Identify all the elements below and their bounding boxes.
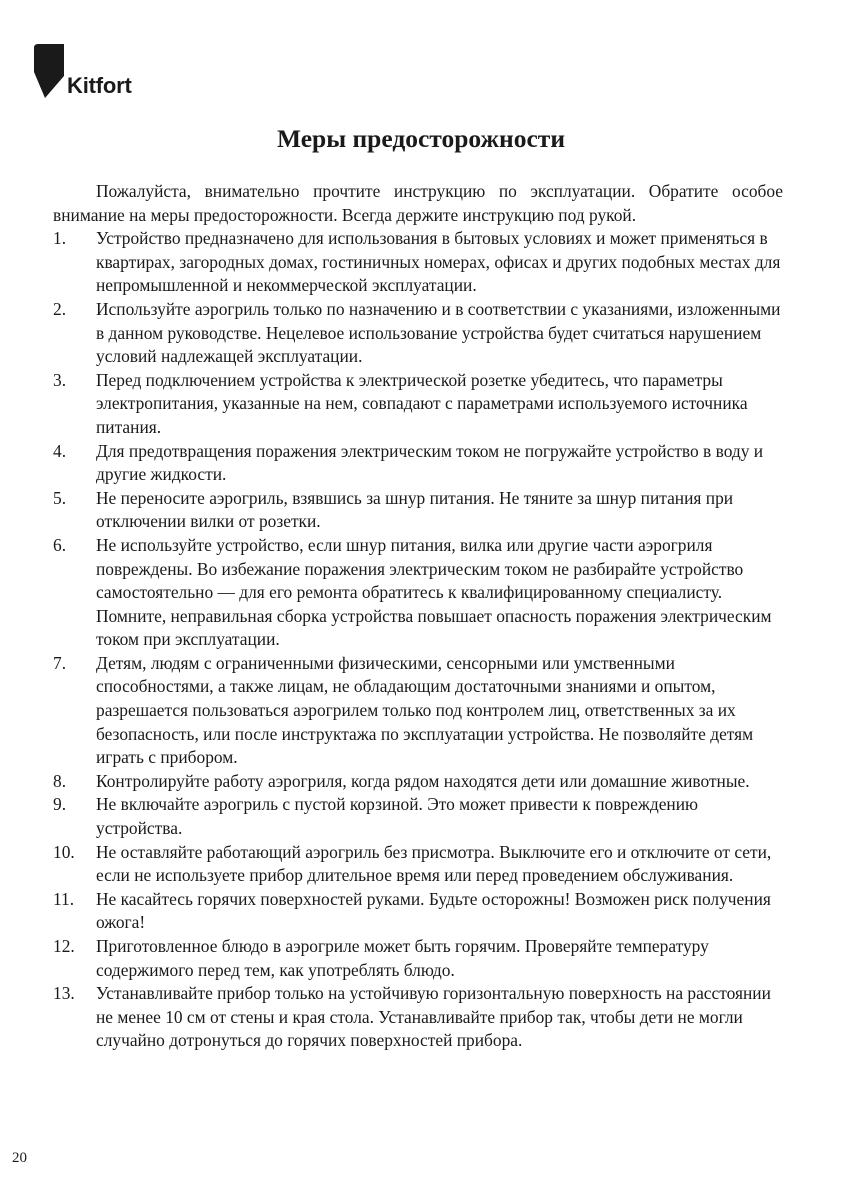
item-text: Детям, людям с ограниченными физическими, сенсорными или умственными способностями, а также лицам, не обладающим достаточными знаниями и опытом, разрешается пользоваться аэрогрилем только под контролем лиц, ответственных за их безопасность, или после инструктажа по эксплуатации устройства. Не позволяйте детям играть с прибором. bbox=[96, 652, 754, 768]
kitfort-logo-icon bbox=[34, 44, 64, 100]
list-item bbox=[53, 440, 783, 487]
item-number: 9. bbox=[53, 794, 67, 815]
item-number: 3. bbox=[53, 369, 67, 390]
list-item bbox=[53, 982, 783, 1053]
list-item bbox=[53, 935, 783, 982]
item-number: 8. bbox=[53, 770, 67, 791]
item-number: 7. bbox=[53, 652, 67, 673]
item-text: Устройство предназначено для использования в бытовых условиях и может применяться в квартирах, загородных домах, гостиничных номерах, офисах и других подобных местах для непромышленной и некоммерческой эксплуатации. bbox=[96, 228, 781, 296]
item-number: 11. bbox=[53, 888, 75, 909]
item-number: 1. bbox=[53, 228, 67, 249]
list-item bbox=[53, 487, 783, 534]
item-number: 12. bbox=[53, 936, 75, 956]
page-title: Меры предосторожности bbox=[276, 124, 566, 153]
item-text: Приготовленное блюдо в аэрогриле может быть горячим. Проверяйте температуру содержимого перед тем, как употреблять блюдо. bbox=[96, 936, 709, 980]
item-text: Не касайтесь горячих поверхностей руками. Будьте осторожны! Возможен риск получения ожога! bbox=[96, 888, 771, 933]
list-item bbox=[53, 888, 783, 935]
item-text: Для предотвращения поражения электрическим током не погружайте устройство в воду и другие жидкости. bbox=[96, 440, 764, 485]
item-number: 5. bbox=[53, 487, 67, 508]
item-number: 2. bbox=[53, 298, 67, 319]
precautions-list bbox=[53, 227, 783, 1053]
item-text: Не переносите аэрогриль, взявшись за шнур питания. Не тяните за шнур питания при отключении вилки от розетки. bbox=[96, 487, 734, 532]
brand-logo bbox=[34, 44, 164, 100]
item-number: 13. bbox=[53, 983, 75, 1004]
page-number: 20 bbox=[12, 1150, 27, 1166]
item-text: Не включайте аэрогриль с пустой корзиной. Это может привести к повреждению устройства. bbox=[96, 794, 699, 839]
list-item bbox=[53, 534, 783, 652]
list-item bbox=[53, 227, 783, 298]
list-item bbox=[53, 770, 783, 794]
list-item bbox=[53, 841, 783, 888]
item-text: Используйте аэрогриль только по назначению и в соответствии с указаниями, изложенными в данном руководстве. Нецелевое использование устройства будет считаться нарушением условий надлежащей эксплуатации. bbox=[96, 298, 781, 367]
document-body bbox=[53, 180, 783, 1053]
list-item bbox=[53, 298, 783, 369]
intro-paragraph: Пожалуйста, внимательно прочтите инструкцию по эксплуатации. Обратите особое внимание на меры предосторожности. Всегда держите инструкцию под рукой. bbox=[53, 181, 783, 225]
item-text: Не оставляйте работающий аэрогриль без присмотра. Выключите его и отключите от сети, если не используете прибор длительное время или перед проведением обслуживания. bbox=[96, 841, 772, 886]
item-text: Контролируйте работу аэрогриля, когда рядом находятся дети или домашние животные. bbox=[96, 770, 750, 791]
list-item bbox=[53, 369, 783, 440]
item-number: 10. bbox=[53, 841, 75, 862]
item-text: Не используйте устройство, если шнур питания, вилка или другие части аэрогриля повреждены. Во избежание поражения электрическим током не разбирайте устройство самостоятельно — для его ремонта обратитесь к квалифицированному специалисту. Помните, неправильная сборка устройства повышает опасность поражения электрическим током при эксплуатации. bbox=[96, 534, 772, 650]
item-text: Устанавливайте прибор только на устойчивую горизонтальную поверхность на расстоянии не менее 10 см от стены и края стола. Устанавливайте прибор так, чтобы дети не могли случайно дотронуться до горячих поверхностей прибора. bbox=[96, 983, 771, 1051]
list-item bbox=[53, 793, 783, 840]
list-item bbox=[53, 652, 783, 770]
brand-name: Kitfort bbox=[67, 73, 132, 98]
item-number: 4. bbox=[53, 440, 67, 461]
item-text: Перед подключением устройства к электрической розетке убедитесь, что параметры электропитания, указанные на нем, совпадают с параметрами используемого источника питания. bbox=[96, 369, 748, 437]
item-number: 6. bbox=[53, 534, 67, 555]
